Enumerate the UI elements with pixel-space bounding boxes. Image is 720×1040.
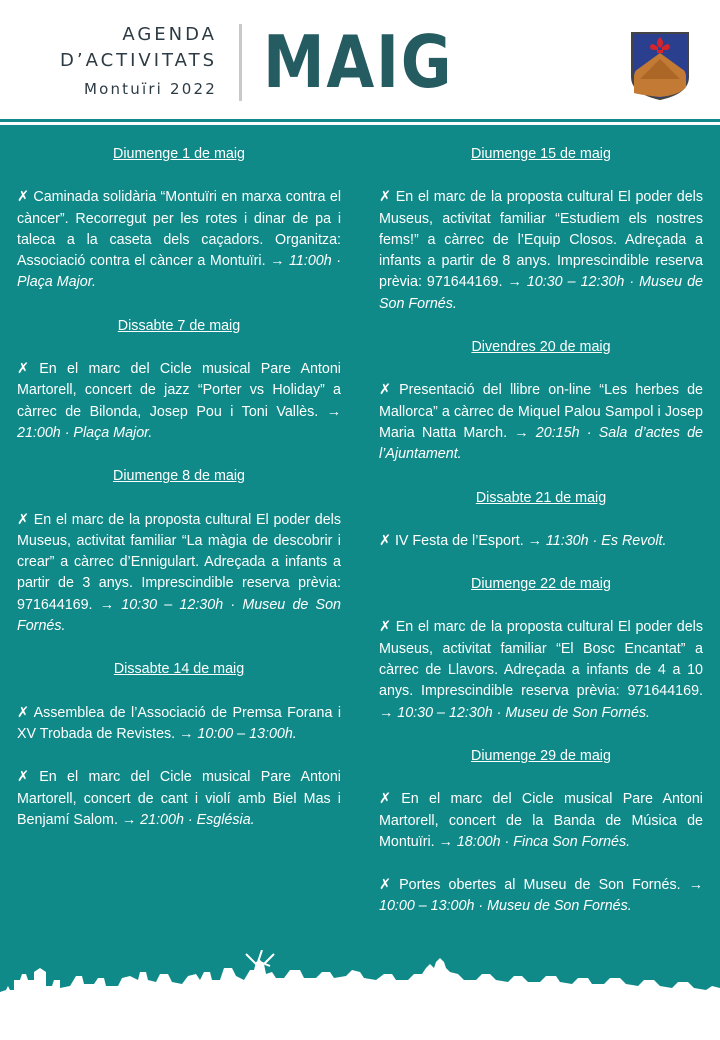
event-time-place: 10:30 – 12:30h · Museu de Son Fornés.: [397, 704, 651, 721]
event-time-place: 10:00 – 13:00h.: [197, 725, 297, 742]
event-text: ✗ En el marc del Cicle musical Pare Antoni Martorell, concert de la Banda de Música de Montuïri. →: [379, 791, 703, 850]
event-entry: [379, 380, 703, 465]
day-heading: Diumenge 8 de maig: [113, 468, 245, 485]
event-entry: [379, 531, 703, 552]
day-block: [17, 316, 341, 444]
event-text: ✗ Portes obertes al Museu de Son Fornés. →: [379, 877, 703, 894]
event-entry: [379, 187, 703, 315]
day-heading: Diumenge 22 de maig: [471, 576, 611, 593]
event-entry: [17, 359, 341, 444]
event-entry: [17, 510, 341, 638]
day-block: [17, 659, 341, 831]
event-text: ✗ Presentació del llibre on-line “Les herbes de Mallorca” a càrrec de Miquel Palou Sampol i Josep Maria Natta March. →: [379, 382, 703, 441]
right-column: [379, 144, 703, 940]
day-heading: Diumenge 15 de maig: [471, 146, 611, 162]
event-time-place: 21:00h · Plaça Major.: [17, 424, 153, 441]
town-year: Montuïri 2022: [83, 80, 217, 98]
town-skyline-silhouette: [0, 950, 720, 1040]
event-entry: [17, 767, 341, 831]
day-block: [379, 746, 703, 918]
day-heading: Dissabte 7 de maig: [117, 317, 241, 334]
event-time-place: 20:15h · Sala d’actes de l’Ajuntament.: [379, 424, 703, 463]
event-time-place: 10:30 – 12:30h · Museu de Son Fornés.: [17, 596, 341, 635]
day-block: [379, 337, 703, 465]
header-divider: [239, 24, 242, 101]
event-text: ✗ En el marc de la proposta cultural El poder dels Museus, activitat familiar “La màgia de descobrir i crear” a càrrec d’Ennigulart. Adreçada a infants a partir de 3 anys. Imprescindible reserva prèvia: 971644169. →: [17, 511, 341, 613]
coat-of-arms-icon: [630, 31, 690, 101]
day-heading: Dissabte 21 de maig: [475, 489, 607, 506]
event-text: ✗ Caminada solidària “Montuïri en marxa contra el càncer”. Recorregut per les rotes i dinar de pa i taleca a la caseta dels caçadors. Organitza: Associació contra el càncer a Montuïri. →: [17, 189, 341, 270]
event-entry: [17, 187, 341, 293]
event-time-place: 18:00h · Finca Son Fornés.: [456, 833, 631, 850]
day-block: [379, 488, 703, 553]
day-heading: Diumenge 29 de maig: [471, 747, 611, 764]
event-time-place: 11:00h · Plaça Major.: [17, 253, 342, 291]
event-entry: [379, 875, 703, 918]
page-header: [0, 0, 720, 118]
day-block: [17, 144, 341, 294]
event-text: ✗ En el marc del Cicle musical Pare Antoni Martorell, concert de cant i violí amb Biel Mas i Benjamí Salom. →: [17, 769, 341, 828]
day-heading: Divendres 20 de maig: [471, 339, 611, 356]
event-text: ✗ En el marc del Cicle musical Pare Antoni Martorell, concert de jazz “Porter vs Holiday” a càrrec de Bilonda, Josep Pou i Toni Vallès. →: [17, 361, 341, 420]
event-time-place: 11:30h · Es Revolt.: [545, 532, 667, 549]
day-block: [17, 466, 341, 637]
agenda-title: AGENDA: [122, 24, 217, 45]
event-text: ✗ En el marc de la proposta cultural El poder dels Museus, activitat familiar “El Bosc Encantat” a càrrec de Llavors. Adreçada a infants de 4 a 10 anys. Imprescindible reserva prèvia: 971644169. →: [379, 619, 703, 721]
day-block: [379, 574, 703, 724]
agenda-title-block: [60, 22, 217, 101]
event-text: ✗ IV Festa de l’Esport. →: [379, 532, 546, 549]
event-time-place: 10:30 – 12:30h · Museu de Son Fornés.: [379, 274, 703, 312]
event-time-place: 10:00 – 13:00h · Museu de Son Fornés.: [379, 898, 632, 915]
day-heading: Diumenge 1 de maig: [113, 146, 245, 162]
event-entry: [17, 703, 341, 746]
header-rule: [0, 119, 720, 122]
event-entry: [379, 617, 703, 723]
activities-title: D’ACTIVITATS: [59, 50, 217, 71]
event-time-place: 21:00h · Església.: [140, 811, 255, 828]
day-block: [379, 144, 703, 315]
left-column: [17, 144, 341, 853]
day-heading: Dissabte 14 de maig: [113, 661, 245, 678]
event-text: ✗ Assemblea de l’Associació de Premsa Forana i XV Trobada de Revistes. →: [17, 704, 341, 742]
event-text: ✗ En el marc de la proposta cultural El poder dels Museus, activitat familiar “Estudiem els nostres fems!” a càrrec de l’Equip Closos. Adreçada a infants a partir de 8 anys. Imprescindible reserva prèvia: 971644169. →: [379, 189, 703, 291]
month-title: MAIG: [263, 20, 454, 104]
event-entry: [379, 789, 703, 853]
